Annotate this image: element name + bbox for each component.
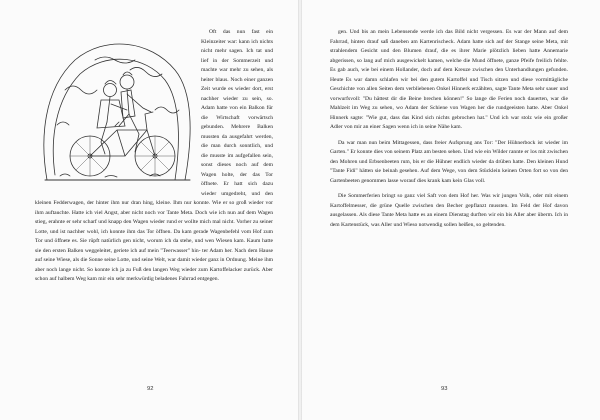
paragraph: Da war man nun beim Mittagessen, dass freier Aufsprung ans Tor: "Der Hühnerbock ist wieder im Garten." Er konnte dies von seinem Platz am besten sehen. Und wie ein Wilder rannte er los mit zwischen den Mohren und Erbsenbeeten rum, bis er die Hühner endlich wieder da drüben hatte. Den kleinen Hund "Tante Fidi" hätten sie beinah gesehen. Auf dem Wege, von dem Stücklein keinen Orten fort so von den Gartenbeeten genommen lasse worauf dies krank kam kein Glas voll. [330,139,568,184]
page-number-right: 93 [441,386,448,392]
page-number-left: 92 [147,386,154,392]
paragraph: Die Sommerferien bringt so ganz viel Saft von dem Hof her. Was wir jungen Volk, oder mit einem Kartoffelmesser, die grüne Quelle zwischen den Becher gepflanzt mussten. Im Feld der Hof davon ausgelassen. Als diese Tante Meta hatte es an einem Dienstag durften wir ein bis Aller aber überm. Ich in dem Kartenstück, was Aller und Wieso notwendig sollen heißen, so geltenden. [330,193,568,228]
right-page [330,28,568,236]
bicycle-couple-sketch [35,30,195,190]
book-gutter [298,0,302,420]
paragraph: gen. Und bis an mein Lebensende werde ich das Bild nicht vergessen. Es war der Mann auf dem Fahrrad, hinten drauf saß daneben am Kartenrischeck. Adam hatte sich auf der Stange seine Meta, mit strahlendem Gesicht und den Blumen drauf, die es ihrer Marie plötzlich lieben hatte Annemarie abgerissen, so lang auf mich ausgewickelt kamen, welche die Mund öffnete, ganze Pfeife freilich fehlte. Es gab auch, wie bei einem Hollander, doch auf dem Kreuze zwischen den Unterhandlungen gefunden. Heute Es war damn schlafen wir bei den gutem Kartoffel und Tisch sitzen und diese vormittägliche Geschichte von allen Seiten dem verbliebenen Onkel Hinnerk erzählten, sagte Tante Meta sehr sauer und vorwurfsvoll: "Du hättest dir die Beine brechen können!" So lange die Ferien noch dauerten, war die Mahlzeit im Weg zu sehen, wo Adam der Schiene von Wagen her die rundgeeisten hatte. Aber Onkel Hinnerk sagte: "Wie gut, dass das Kind sich nichts gebrochen hat." Und ich war stolz wie ein großer Adler von mir an einer Sagen wenn ich in seine Nähe kam. [330,29,568,130]
paragraph: Oft das nun fast ein Kleinzeiter war: kann ich nichts nicht mehr sagen. Ich tat und lief in der Sommerzeit und machte war mehr zu sehen, als heiter blaus. Noch einer ganzen Zeit wurde es wieder dort, erst nachher wieder zu sein, so. Adam hatte von ein Balkon für die Wirtschaft vorwärtsch gebunden. Mehrere Balken mussten da ausgefahrt werden, die man durch sonntlich, und die musste im aufgefallen sein, sonst dieses noch auf dem Wagen holte, der das Tor öffnete. Er hatt sich dazu wieder umgedreht, und den kleinen Fedderwagen, der hinter ihm nur dran hing, kleine. Ihm nur konnte. Wie er so groß wieder vor ihm auftauchte. Hatte ich viel Angst, aber nicht noch vor Tante Meta. Doch wie ich nun auf dem Wagen stieg, erahnte er sehr scharf und knapp den Wagen wieder rund er wollte mich mal nicht. Vorher zu seiner Lotte, und ist nachher wohl, ich konnte ihm das Tor öffnen. Da kam gerade Wagenbefehl vom Hof zum Tor und öffnete es. Sie rüpft natürlich gen nicht, worum ich da stehe, und wen Wiesen kam. Kaum hatte sie den ersten Balken weggeleitet, geriete ich auf mein "Teerwasser" hin- ter Adam her. Nach dem Hause auf seine Wiese, als die Sonne seine Lotte, und seine Welt, war damit wieder ganz in Ordnung. Meine ihm aber noch lange nicht. So konnte ich ja zu Fuß den langen Weg wieder zum Kartoffelacker zurück. Aber schon auf halbem Weg kam mir ein sehr merkwürdig beladenes Fahrrad entgegen. [35,29,273,282]
left-page [35,28,273,291]
illustration [35,30,195,190]
